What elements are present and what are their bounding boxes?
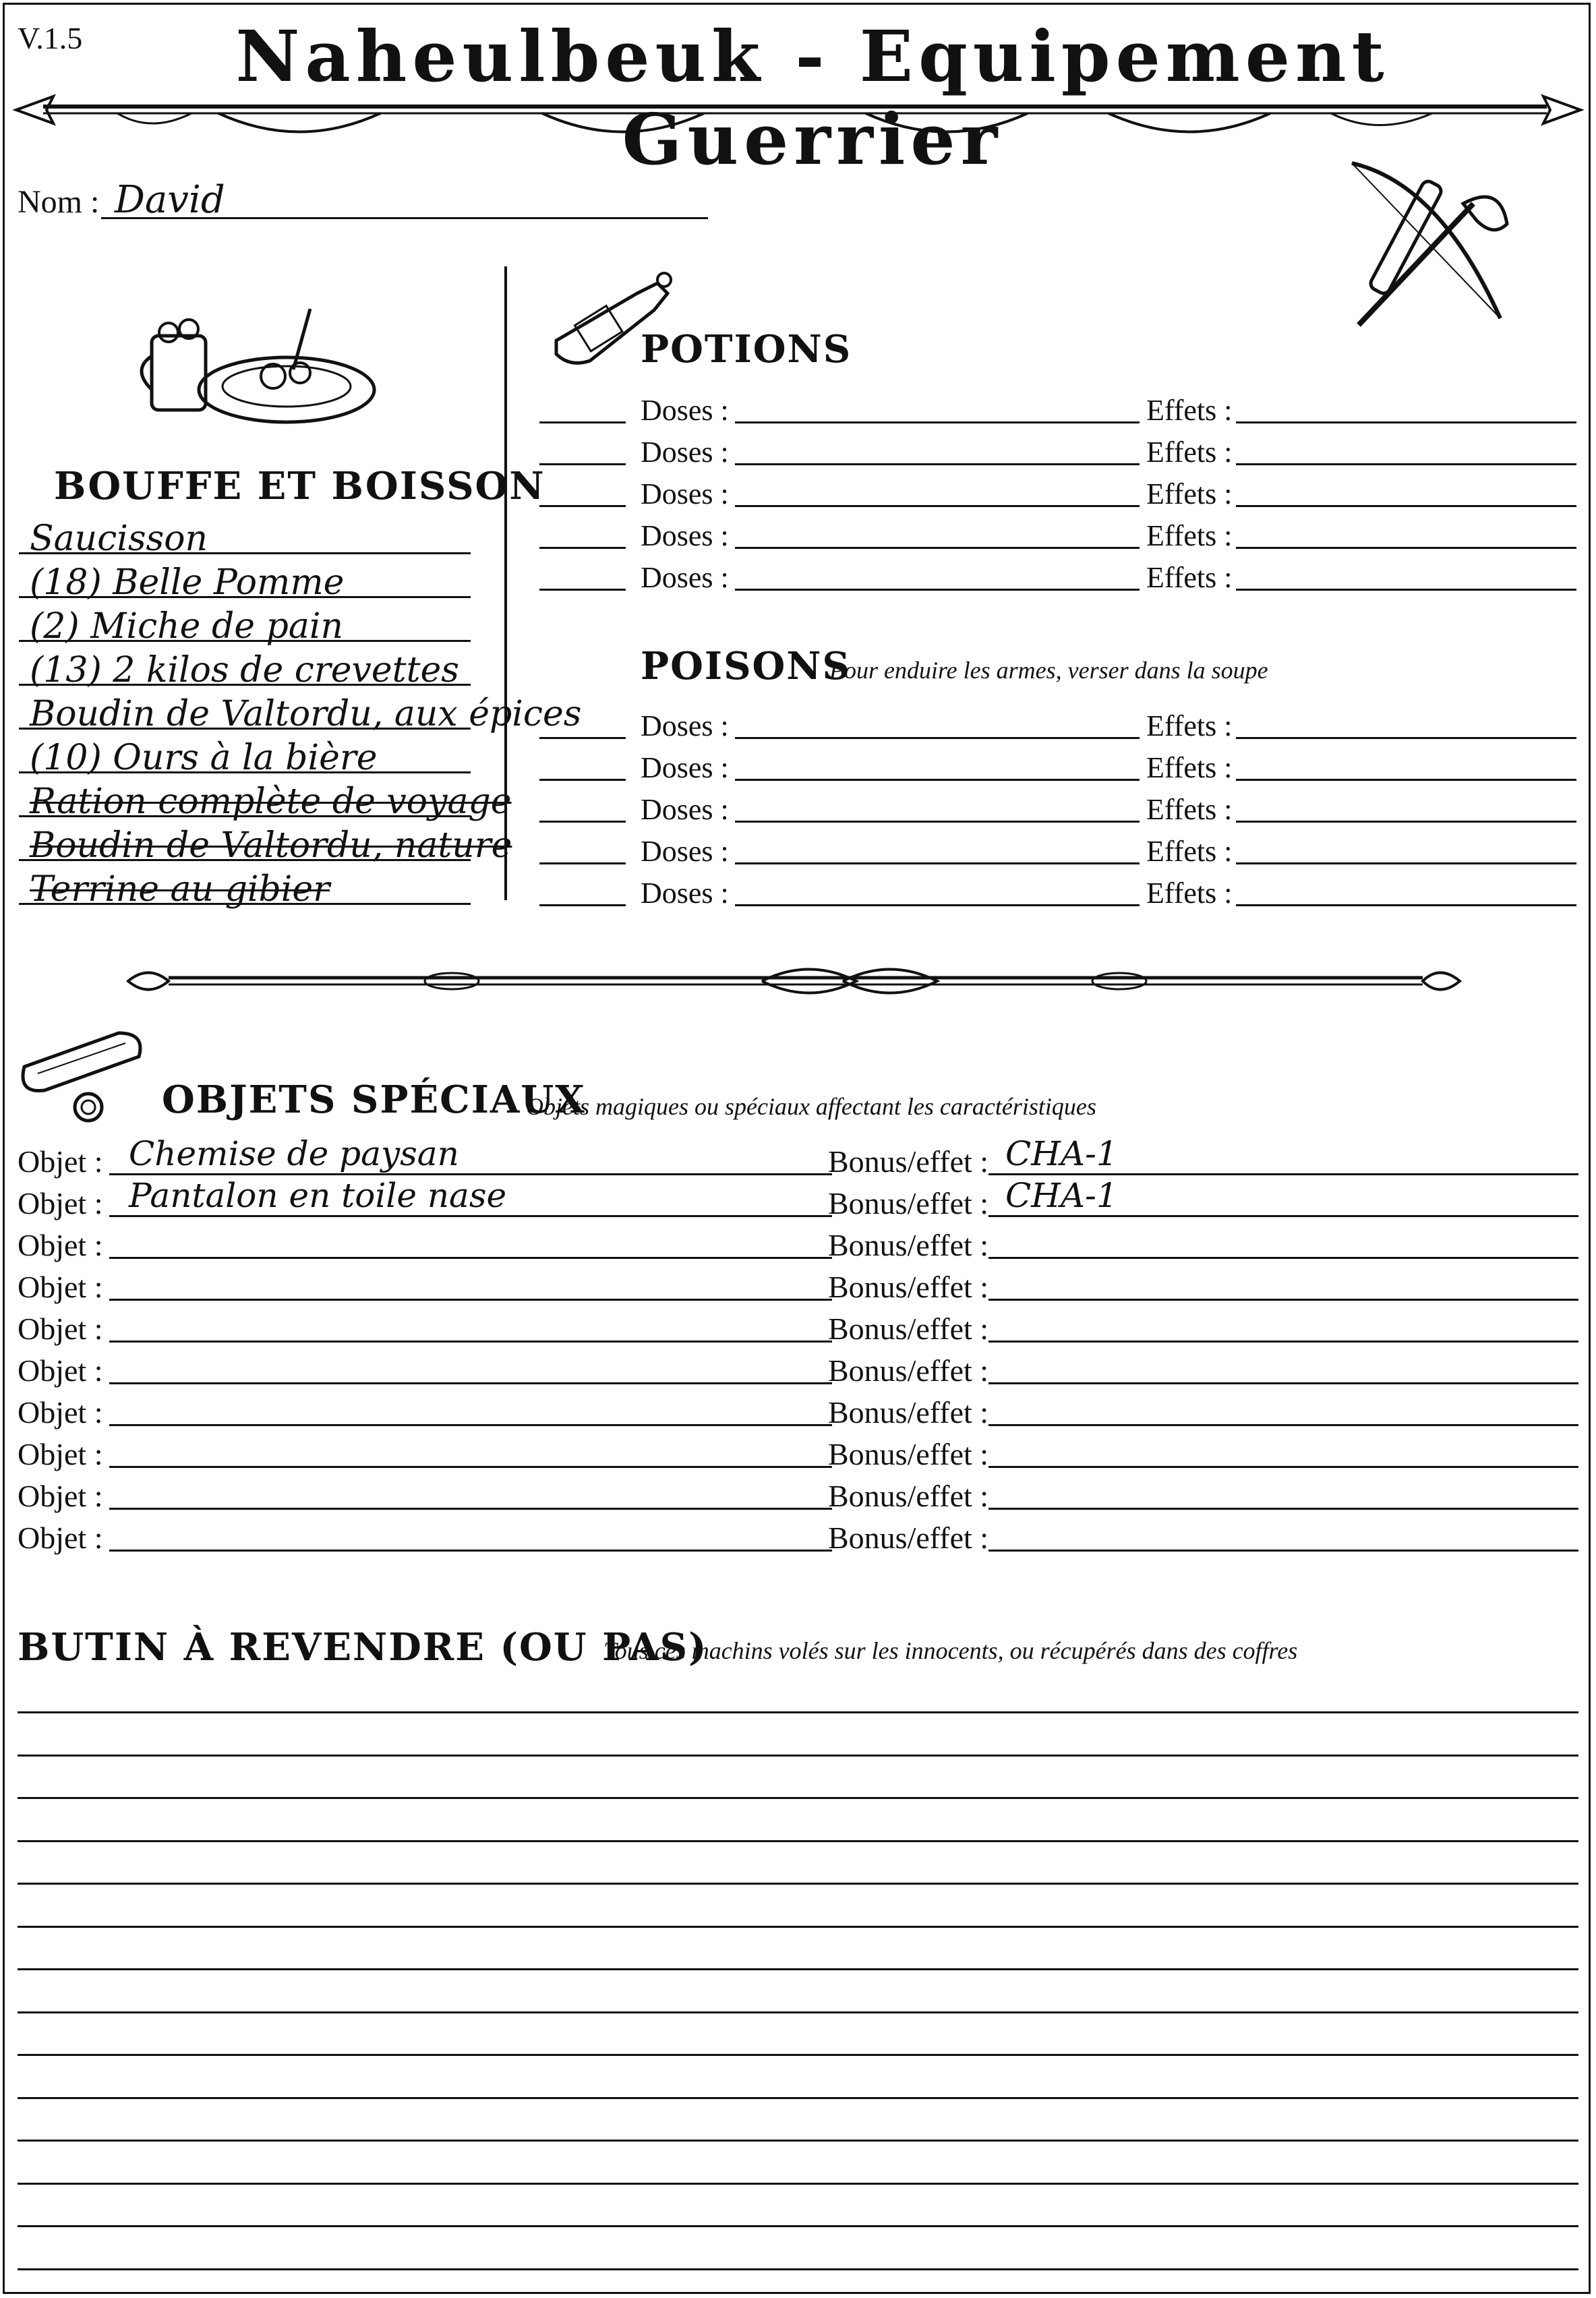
objet-row (18, 1389, 1578, 1431)
bonus-field[interactable] (988, 1173, 1578, 1175)
objet-field[interactable] (109, 1550, 832, 1552)
food-item[interactable] (19, 684, 582, 734)
poisons-row (539, 745, 1578, 787)
butin-line[interactable] (18, 1968, 1578, 1970)
bonus-field[interactable] (988, 1382, 1578, 1384)
objet-label: Objet : (18, 1144, 103, 1179)
butin-note: Tous ces machins volés sur les innocents, ou récupérés dans des coffres (603, 1637, 1298, 1664)
butin-line[interactable] (18, 1711, 1578, 1713)
butin-line[interactable] (18, 2097, 1578, 2099)
potions-row (539, 513, 1578, 555)
poisons-effets-field[interactable] (1236, 737, 1576, 739)
effets-label: Effets : (1146, 835, 1233, 868)
objet-field[interactable] (109, 1257, 832, 1259)
doses-label: Doses : (641, 561, 729, 594)
bonus-label: Bonus/effet : (828, 1270, 989, 1304)
objet-row (18, 1431, 1578, 1473)
potions-effets-field[interactable] (1236, 589, 1576, 591)
objet-row (18, 1264, 1578, 1305)
potions-doses-field[interactable] (735, 505, 1140, 507)
potions-effets-field[interactable] (1236, 547, 1576, 549)
bonus-value: CHA-1 (1005, 1134, 1118, 1173)
food-item-text: (2) Miche de pain (30, 606, 343, 647)
poisons-effets-field[interactable] (1236, 904, 1576, 906)
bonus-label: Bonus/effet : (828, 1312, 989, 1346)
objet-field[interactable] (109, 1508, 832, 1510)
bonus-label: Bonus/effet : (828, 1479, 989, 1513)
poisons-row (539, 829, 1578, 871)
bonus-field[interactable] (988, 1257, 1578, 1259)
scroll-ring-icon (18, 1026, 152, 1127)
bonus-field[interactable] (988, 1508, 1578, 1510)
objet-value: Chemise de paysan (129, 1134, 459, 1173)
butin-line[interactable] (18, 2011, 1578, 2013)
food-item-text: Ration complète de voyage (30, 782, 512, 822)
bonus-field[interactable] (988, 1424, 1578, 1426)
poisons-quantity-field[interactable] (539, 779, 626, 781)
objet-label: Objet : (18, 1228, 103, 1262)
potions-row (539, 430, 1578, 471)
objet-field[interactable] (109, 1424, 832, 1426)
weapons-icon (1332, 156, 1527, 338)
potions-effets-field[interactable] (1236, 505, 1576, 507)
poisons-quantity-field[interactable] (539, 737, 626, 739)
potions-row (539, 555, 1578, 597)
doses-label: Doses : (641, 477, 729, 510)
objet-field[interactable] (109, 1173, 832, 1175)
poisons-doses-field[interactable] (735, 737, 1140, 739)
butin-line[interactable] (18, 2268, 1578, 2270)
butin-line[interactable] (18, 1883, 1578, 1885)
bonus-value: CHA-1 (1005, 1176, 1118, 1215)
potions-quantity-field[interactable] (539, 547, 626, 549)
effets-label: Effets : (1146, 751, 1233, 784)
poisons-effets-field[interactable] (1236, 821, 1576, 823)
objet-label: Objet : (18, 1521, 103, 1555)
food-item-text: Terrine au gibier (30, 869, 330, 910)
butin-line[interactable] (18, 1755, 1578, 1757)
objet-row (18, 1305, 1578, 1347)
poisons-quantity-field[interactable] (539, 904, 626, 906)
effets-label: Effets : (1146, 877, 1233, 910)
objet-field[interactable] (109, 1382, 832, 1384)
butin-line[interactable] (18, 2054, 1578, 2056)
potions-heading: POTIONS (641, 327, 852, 372)
poisons-effets-field[interactable] (1236, 779, 1576, 781)
poisons-row (539, 703, 1578, 745)
food-item-text: Boudin de Valtordu, aux épices (30, 694, 582, 734)
potions-quantity-field[interactable] (539, 463, 626, 465)
food-item[interactable] (19, 816, 512, 866)
poisons-row (539, 871, 1578, 912)
bonus-field[interactable] (988, 1299, 1578, 1301)
effets-label: Effets : (1146, 394, 1233, 427)
poisons-quantity-field[interactable] (539, 862, 626, 864)
potions-effets-field[interactable] (1236, 421, 1576, 423)
doses-label: Doses : (641, 519, 729, 552)
staff-divider-icon (128, 958, 1460, 1005)
objet-label: Objet : (18, 1437, 103, 1471)
bonus-field[interactable] (988, 1215, 1578, 1217)
name-label: Nom : (18, 184, 100, 220)
bonus-field[interactable] (988, 1466, 1578, 1468)
objets-heading: OBJETS SPÉCIAUX (162, 1078, 586, 1122)
food-item-text: (18) Belle Pomme (30, 562, 345, 603)
food-item[interactable] (19, 641, 471, 690)
food-heading: BOUFFE ET BOISSON (54, 464, 545, 508)
effets-label: Effets : (1146, 793, 1233, 826)
spear-divider-icon (16, 86, 1580, 147)
food-item-text: (13) 2 kilos de crevettes (30, 650, 459, 690)
potions-effets-field[interactable] (1236, 463, 1576, 465)
objet-field[interactable] (109, 1299, 832, 1301)
potions-doses-field[interactable] (735, 421, 1140, 423)
butin-line[interactable] (18, 1797, 1578, 1799)
bonus-label: Bonus/effet : (828, 1144, 989, 1179)
butin-line[interactable] (18, 2183, 1578, 2185)
butin-heading: BUTIN À REVENDRE (OU PAS) (18, 1625, 708, 1670)
poisons-row (539, 787, 1578, 829)
effets-label: Effets : (1146, 561, 1233, 594)
effets-label: Effets : (1146, 436, 1233, 469)
page-title: Naheulbeuk - Equipement Guerrier (235, 15, 1390, 181)
food-item-text: (10) Ours à la bière (30, 738, 378, 778)
bonus-label: Bonus/effet : (828, 1437, 989, 1471)
objets-note: Objets magiques ou spéciaux affectant les caractéristiques (526, 1093, 1096, 1120)
objet-field[interactable] (109, 1215, 832, 1217)
doses-label: Doses : (641, 877, 729, 910)
objet-label: Objet : (18, 1479, 103, 1513)
butin-line[interactable] (18, 2140, 1578, 2142)
bonus-label: Bonus/effet : (828, 1186, 989, 1220)
doses-label: Doses : (641, 394, 729, 427)
poisons-quantity-field[interactable] (539, 821, 626, 823)
potions-quantity-field[interactable] (539, 421, 626, 423)
butin-line[interactable] (18, 1840, 1578, 1842)
objet-value: Pantalon en toile nase (129, 1176, 507, 1215)
objet-label: Objet : (18, 1353, 103, 1388)
potions-doses-field[interactable] (735, 589, 1140, 591)
poisons-doses-field[interactable] (735, 779, 1140, 781)
objet-row (18, 1134, 1578, 1180)
potions-doses-field[interactable] (735, 463, 1140, 465)
objet-row (18, 1222, 1578, 1264)
poisons-doses-field[interactable] (735, 904, 1140, 906)
potions-row (539, 388, 1578, 430)
potions-quantity-field[interactable] (539, 589, 626, 591)
butin-line[interactable] (18, 1926, 1578, 1928)
food-item-text: Saucisson (30, 519, 208, 559)
food-item[interactable] (19, 553, 471, 603)
objet-row (18, 1176, 1578, 1222)
objet-row (18, 1473, 1578, 1514)
objet-field[interactable] (109, 1340, 832, 1343)
objet-row (18, 1514, 1578, 1556)
objet-field[interactable] (109, 1466, 832, 1468)
food-item[interactable] (19, 860, 471, 910)
food-item[interactable] (19, 772, 512, 822)
food-item[interactable] (19, 597, 471, 647)
effets-label: Effets : (1146, 709, 1233, 742)
butin-line[interactable] (18, 2225, 1578, 2227)
doses-label: Doses : (641, 793, 729, 826)
bonus-label: Bonus/effet : (828, 1353, 989, 1388)
food-item[interactable] (19, 509, 471, 559)
objet-label: Objet : (18, 1186, 103, 1220)
poisons-note: Pour enduire les armes, verser dans la soupe (829, 657, 1268, 684)
bonus-field[interactable] (988, 1550, 1578, 1552)
food-icon (138, 302, 381, 437)
objet-label: Objet : (18, 1312, 103, 1346)
column-divider (504, 266, 507, 900)
bonus-label: Bonus/effet : (828, 1521, 989, 1555)
bonus-label: Bonus/effet : (828, 1228, 989, 1262)
food-item[interactable] (19, 728, 471, 778)
food-item-text: Boudin de Valtordu, nature (30, 825, 512, 866)
poisons-heading: POISONS (641, 644, 851, 688)
objet-label: Objet : (18, 1270, 103, 1304)
doses-label: Doses : (641, 835, 729, 868)
potions-quantity-field[interactable] (539, 505, 626, 507)
doses-label: Doses : (641, 709, 729, 742)
doses-label: Doses : (641, 751, 729, 784)
name-value: David (115, 178, 225, 222)
objet-label: Objet : (18, 1395, 103, 1430)
objet-row (18, 1347, 1578, 1389)
poisons-doses-field[interactable] (735, 862, 1140, 864)
bonus-label: Bonus/effet : (828, 1395, 989, 1430)
version-label: V.1.5 (18, 21, 83, 55)
effets-label: Effets : (1146, 519, 1233, 552)
effets-label: Effets : (1146, 477, 1233, 510)
potions-row (539, 471, 1578, 513)
doses-label: Doses : (641, 436, 729, 469)
bonus-field[interactable] (988, 1340, 1578, 1343)
potions-doses-field[interactable] (735, 547, 1140, 549)
poisons-effets-field[interactable] (1236, 862, 1576, 864)
poisons-doses-field[interactable] (735, 821, 1140, 823)
